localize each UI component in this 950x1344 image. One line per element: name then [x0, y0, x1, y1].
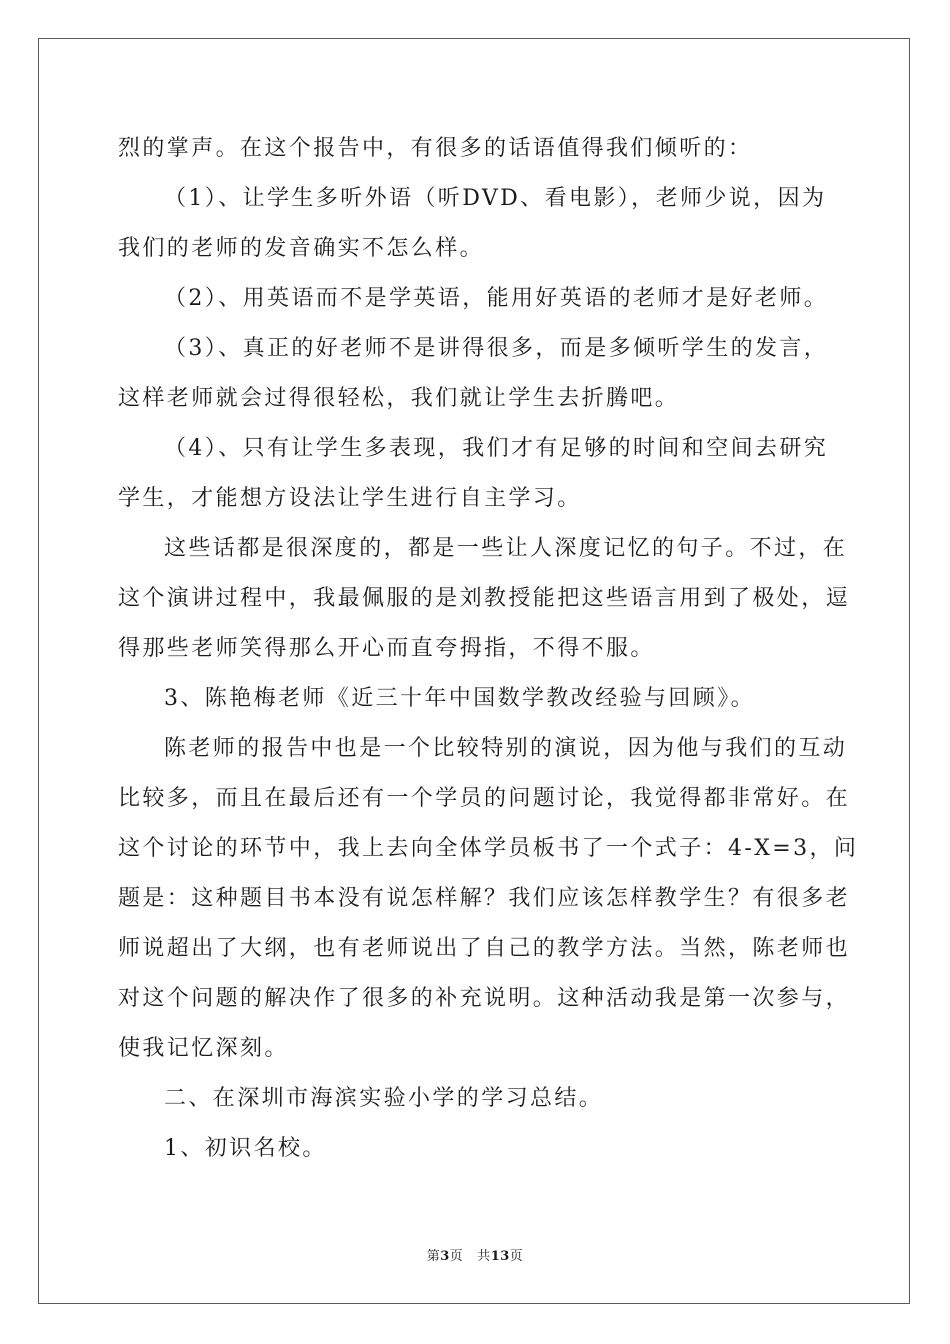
- page-number: 3: [440, 1249, 450, 1264]
- text-line: 1、初识名校。: [164, 1136, 327, 1161]
- total-pages: 13: [490, 1249, 510, 1264]
- page-prefix: 第: [426, 1249, 441, 1264]
- text-line: 题是：这种题目书本没有说怎样解？我们应该怎样教学生？有很多老: [118, 886, 851, 911]
- text-line: 这个演讲过程中，我最佩服的是刘教授能把这些语言用到了极处，逗: [118, 586, 851, 611]
- text-line: （1）、让学生多听外语（听DVD、看电影），老师少说，因为: [164, 186, 827, 211]
- text-line: 学生，才能想方设法让学生进行自主学习。: [118, 486, 582, 511]
- text-line: （2）、用英语而不是学英语，能用好英语的老师才是好老师。: [164, 286, 829, 311]
- text-line: 得那些老师笑得那么开心而直夸拇指，不得不服。: [118, 636, 655, 661]
- page-suffix: 页: [449, 1249, 464, 1264]
- text-line: 二、在深圳市海滨实验小学的学习总结。: [164, 1086, 604, 1111]
- text-line: 比较多，而且在最后还有一个学员的问题讨论，我觉得都非常好。在: [118, 786, 851, 811]
- text-line: 我们的老师的发音确实不怎么样。: [118, 236, 485, 261]
- text-line: 3、陈艳梅老师《近三十年中国数学教改经验与回顾》。: [164, 686, 755, 711]
- text-line: （4）、只有让学生多表现，我们才有足够的时间和空间去研究: [164, 436, 829, 461]
- text-line: 使我记忆深刻。: [118, 1036, 289, 1061]
- text-line: 对这个问题的解决作了很多的补充说明。这种活动我是第一次参与，: [118, 986, 851, 1011]
- text-line: 这个讨论的环节中，我上去向全体学员板书了一个式子：4-X=3，问: [118, 836, 859, 861]
- text-line: （3）、真正的好老师不是讲得很多，而是多倾听学生的发言，: [164, 336, 829, 361]
- total-suffix: 页: [509, 1249, 524, 1264]
- text-line: 陈老师的报告中也是一个比较特别的演说，因为他与我们的互动: [164, 736, 848, 761]
- text-line: 烈的掌声。在这个报告中，有很多的话语值得我们倾听的：: [118, 136, 753, 161]
- text-line: 师说超出了大纲，也有老师说出了自己的教学方法。当然，陈老师也: [118, 936, 851, 961]
- page-footer: [0, 1248, 950, 1266]
- text-line: 这些话都是很深度的，都是一些让人深度记忆的句子。不过，在: [164, 536, 848, 561]
- text-line: 这样老师就会过得很轻松，我们就让学生去折腾吧。: [118, 386, 680, 411]
- total-prefix: 共: [477, 1249, 491, 1264]
- page-border: [38, 38, 910, 1304]
